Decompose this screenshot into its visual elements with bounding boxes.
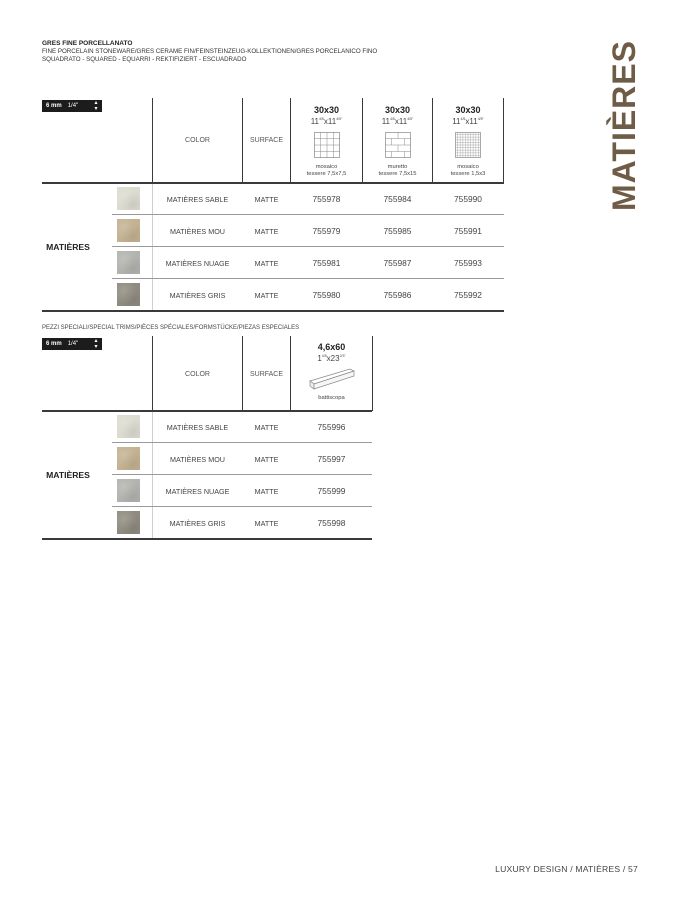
page-footer: LUXURY DESIGN / MATIÈRES / 57	[495, 864, 638, 874]
header-line-2: FINE PORCELAIN STONEWARE/GRES CERAME FIN/FEINSTEINZEUG-KOLLEKTIONEN/GRES PORCELANICO FINO	[42, 48, 378, 55]
thickness-mm: 6 mm	[46, 341, 62, 347]
color-swatch	[117, 219, 140, 242]
format-header	[291, 342, 372, 402]
product-code: 755984	[383, 194, 412, 204]
grid-mosaic-icon	[314, 132, 340, 158]
row-divider	[112, 506, 372, 507]
format-name: mosaico	[457, 164, 479, 170]
format-size: 30x30	[384, 105, 411, 115]
collection-title-vertical	[596, 40, 652, 210]
product-code: 755985	[383, 226, 412, 236]
table-top-rule	[42, 410, 372, 412]
surface-value: MATTE	[254, 487, 279, 496]
format-tessere: tessere 7,5x7,5	[306, 171, 347, 177]
color-name: MATIÈRES GRIS	[169, 291, 226, 300]
format-header	[363, 105, 432, 178]
format-size-inch: $11^{4/5}x11^{4/5"}$	[310, 117, 343, 126]
header-title: GRES FINE PORCELLANATO	[42, 40, 133, 47]
format-tessere: tessere 1,5x3	[450, 171, 486, 177]
product-code: 755978	[312, 194, 341, 204]
color-swatch	[117, 511, 140, 534]
table-bottom-rule	[42, 538, 372, 540]
thickness-arrow-icon: ▴ ▾	[94, 100, 98, 112]
series-name: MATIÈRES	[46, 242, 90, 252]
thickness-mm: 6 mm	[46, 103, 62, 109]
product-code: 755998	[317, 518, 346, 528]
product-code: 755992	[454, 290, 482, 300]
product-code: 755996	[317, 422, 346, 432]
color-swatch	[117, 479, 140, 502]
surface-value: MATTE	[254, 519, 279, 528]
format-header	[433, 105, 503, 178]
format-tessere: tessere 7,5x15	[378, 171, 417, 177]
header-line-3: SQUADRATO - SQUARED - EQUARRI - REKTIFIZIERT - ESCUADRADO	[42, 56, 247, 63]
row-divider	[112, 278, 504, 279]
series-name: MATIÈRES	[46, 470, 90, 480]
color-name: MATIÈRES MOU	[170, 227, 225, 236]
product-code: 755991	[454, 226, 482, 236]
product-code: 755979	[312, 226, 341, 236]
product-code: 755987	[383, 258, 412, 268]
color-name: MATIÈRES GRIS	[169, 519, 226, 528]
format-name: muretto	[387, 164, 408, 170]
color-name: MATIÈRES MOU	[170, 455, 225, 464]
format-size-inch: $11^{4/5}x11^{4/5"}$	[381, 117, 414, 126]
surface-column-header: SURFACE	[249, 371, 284, 378]
brick-mosaic-icon	[385, 132, 411, 158]
divider	[372, 336, 373, 411]
surface-value: MATTE	[254, 259, 279, 268]
format-size-inch: $11^{4/5}x11^{4/5"}$	[452, 117, 484, 126]
product-code: 755981	[312, 258, 341, 268]
color-name: MATIÈRES NUAGE	[165, 487, 230, 496]
thickness-inch: 1/4"	[67, 103, 79, 109]
color-swatch	[117, 415, 140, 438]
surface-value: MATTE	[254, 423, 279, 432]
surface-value: MATTE	[254, 195, 279, 204]
divider	[503, 98, 504, 183]
product-code: 755980	[312, 290, 341, 300]
row-divider	[112, 246, 504, 247]
surface-value: MATTE	[254, 227, 279, 236]
table-top-rule	[42, 182, 504, 184]
format-size-inch: $1^{4/5}x23^{2/3"}$	[317, 354, 346, 363]
color-name: MATIÈRES SABLE	[166, 423, 229, 432]
table-bottom-rule	[42, 310, 504, 312]
format-size: 30x30	[455, 105, 481, 115]
header-block	[42, 40, 377, 64]
color-name: MATIÈRES SABLE	[166, 195, 229, 204]
thickness-badge	[42, 100, 102, 112]
product-code: 755986	[383, 290, 412, 300]
format-name: mosaico	[315, 164, 338, 170]
surface-value: MATTE	[254, 455, 279, 464]
product-code: 755999	[317, 486, 346, 496]
color-swatch	[117, 251, 140, 274]
surface-value: MATTE	[254, 291, 279, 300]
color-swatch	[117, 187, 140, 210]
row-divider	[112, 474, 372, 475]
row-divider	[112, 214, 504, 215]
color-swatch	[117, 447, 140, 470]
format-name: battiscopa	[318, 395, 345, 401]
skirting-icon	[308, 367, 356, 391]
special-trims-label: PEZZI SPECIALI/SPECIAL TRIMS/PIÈCES SPÉCIALES/FORMSTÜCKE/PIEZAS ESPECIALES	[42, 325, 300, 331]
surface-column-header: SURFACE	[249, 137, 284, 144]
color-column-header: COLOR	[185, 137, 210, 144]
thickness-inch: 1/4"	[67, 341, 79, 347]
row-divider	[112, 442, 372, 443]
format-header	[291, 105, 362, 178]
micro-mosaic-icon	[455, 132, 481, 158]
product-code: 755997	[317, 454, 346, 464]
product-code: 755993	[454, 258, 482, 268]
product-code: 755990	[454, 194, 482, 204]
collection-title-text: MATIÈRES	[605, 39, 642, 211]
color-name: MATIÈRES NUAGE	[165, 259, 230, 268]
thickness-badge	[42, 338, 102, 350]
color-swatch	[117, 283, 140, 306]
color-column-header: COLOR	[185, 371, 210, 378]
thickness-arrow-icon: ▴ ▾	[94, 338, 98, 350]
format-size: 4,6x60	[317, 342, 346, 352]
format-size: 30x30	[313, 105, 340, 115]
